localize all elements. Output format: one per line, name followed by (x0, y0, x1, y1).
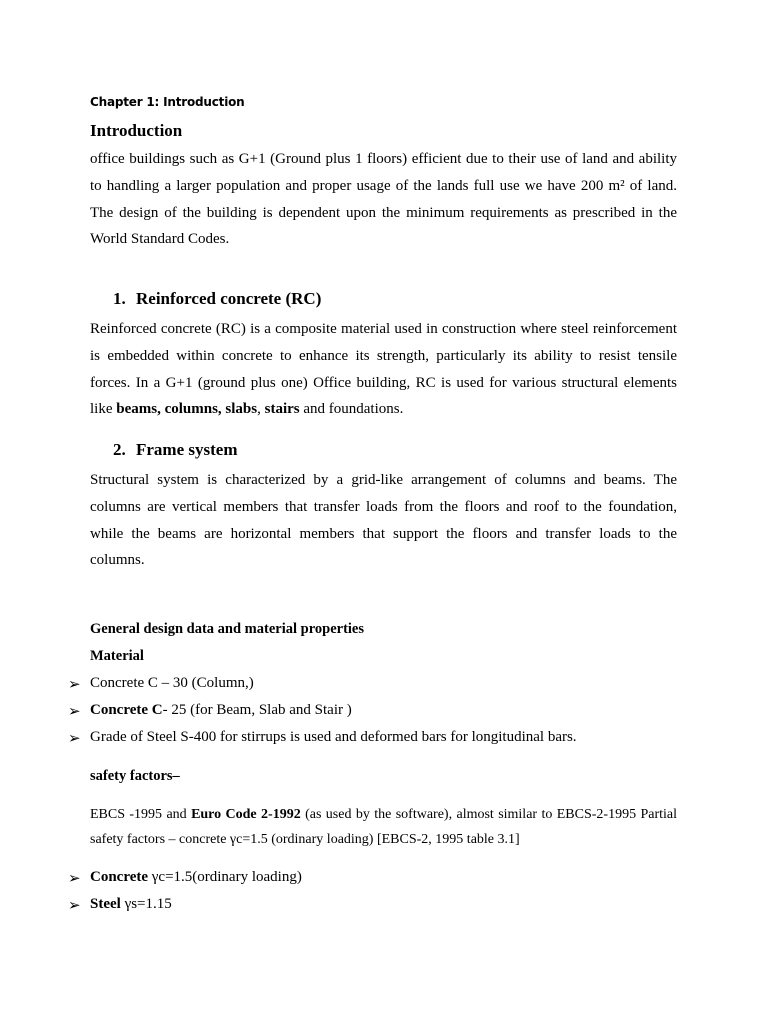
section1-heading (113, 289, 321, 309)
safety-line: EBCS -1995 and Euro Code 2-1992 (as used by the software), almost similar to EBCS-2-1995 Partial (90, 807, 678, 822)
safety-paragraph (90, 802, 677, 852)
section1-title: Reinforced concrete (RC) (136, 289, 322, 308)
section2-heading (113, 440, 238, 460)
material-bullet-text: Concrete C – 30 (Column,) (90, 675, 254, 691)
arrow-bullet-icon: ➢ (68, 704, 81, 720)
section1-line: Reinforced concrete (RC) is a composite material used in construction where steel reinforcement (90, 321, 677, 337)
safety-bullet-text: Steel γs=1.15 (90, 896, 172, 912)
section1-paragraph (90, 316, 677, 423)
intro-line: to handling a larger population and proper usage of the lands full use we have 200 m² of land. (90, 177, 677, 194)
design-data-heading: General design data and material properties (90, 621, 365, 637)
section2-line: while the beams are horizontal members that support the floors and transfer loads to the (90, 525, 677, 542)
section2-paragraph (90, 467, 677, 574)
section1-line-last: like beams, columns, slabs, stairs and foundations. (90, 401, 404, 418)
intro-line: The design of the building is dependent upon the minimum requirements as prescribed in the (90, 204, 677, 221)
section2-line: columns. (90, 552, 145, 569)
intro-heading: Introduction (90, 121, 183, 140)
safety-bullet-text: Concrete γc=1.5(ordinary loading) (90, 869, 302, 885)
intro-paragraph (90, 146, 677, 253)
arrow-bullet-icon: ➢ (68, 871, 81, 887)
section2-line: columns are vertical members that transfer loads from the floors and roof to the foundation, (90, 498, 677, 515)
material-bullet-text: Grade of Steel S-400 for stirrups is used and deformed bars for longitudinal bars. (90, 729, 577, 745)
section2-line: Structural system is characterized by a grid-like arrangement of columns and beams. The (90, 472, 677, 488)
safety-line: safety factors – concrete γc=1.5 (ordinary loading) [EBCS-2, 1995 table 3.1] (90, 832, 520, 847)
arrow-bullet-icon: ➢ (68, 677, 81, 693)
material-heading: Material (90, 648, 144, 664)
section2-title: Frame system (136, 440, 238, 459)
intro-line: office buildings such as G+1 (Ground plus 1 floors) efficient due to their use of land and ability (90, 151, 677, 167)
section1-line: is embedded within concrete to enhance its strength, particularly its ability to resist tensile (90, 347, 677, 364)
section1-number: 1. (113, 289, 126, 308)
arrow-bullet-icon: ➢ (68, 731, 81, 747)
material-bullet-text: Concrete C- 25 (for Beam, Slab and Stair ) (90, 702, 352, 718)
safety-heading: safety factors– (90, 768, 180, 784)
intro-line: World Standard Codes. (90, 231, 230, 248)
section2-number: 2. (113, 440, 126, 459)
arrow-bullet-icon: ➢ (68, 898, 81, 914)
chapter-label: Chapter 1: Introduction (90, 95, 245, 109)
section1-line: forces. In a G+1 (ground plus one) Office building, RC is used for various structural elements (90, 374, 677, 391)
